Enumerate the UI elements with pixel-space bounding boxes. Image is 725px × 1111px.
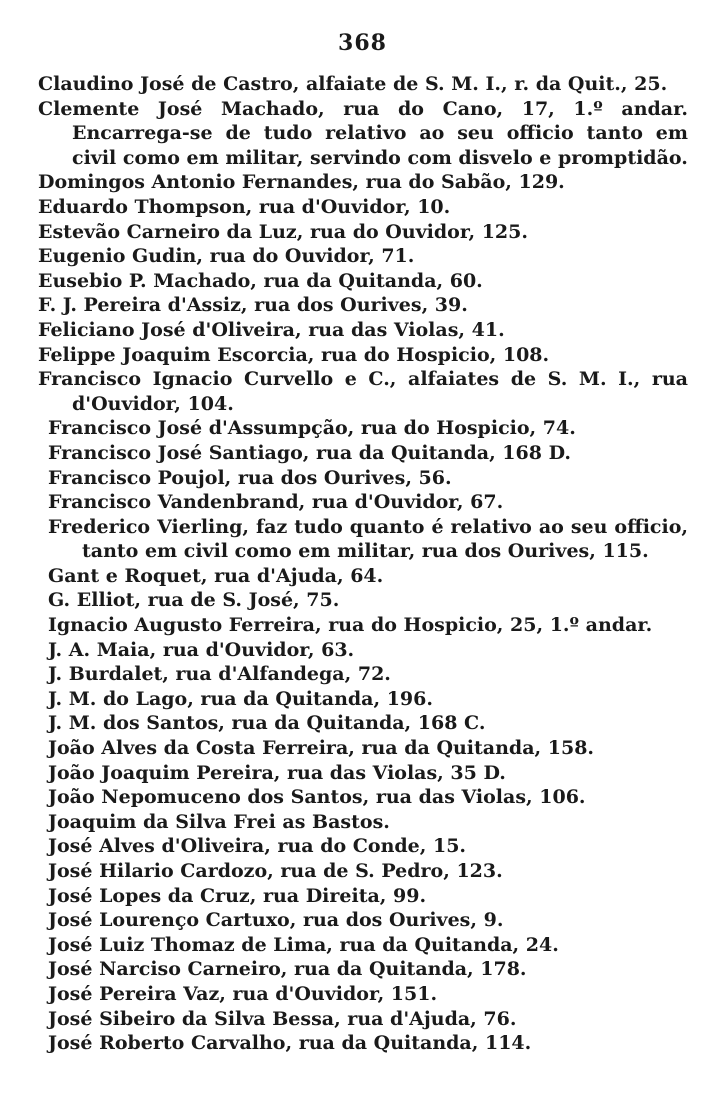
directory-entry: José Lourenço Cartuxo, rua dos Ourives, 9. xyxy=(48,909,504,932)
directory-entry: Gant e Roquet, rua d'Ajuda, 64. xyxy=(48,564,384,587)
directory-entry: F. J. Pereira d'Assiz, rua dos Ourives, 39. xyxy=(38,294,468,317)
directory-entry: Eusebio P. Machado, rua da Quitanda, 60. xyxy=(38,269,483,292)
directory-entry: José Lopes da Cruz, rua Direita, 99. xyxy=(48,884,427,907)
directory-entry: João Alves da Costa Ferreira, rua da Quitanda, 158. xyxy=(48,737,595,760)
directory-entry: Frederico Vierling, faz tudo quanto é relativo ao seu officio, tanto em civil como em militar, rua dos Ourives, 115. xyxy=(48,515,688,563)
directory-entry: Clemente José Machado, rua do Cano, 17, 1.º andar. Encarrega-se de tudo relativo ao seu officio tanto em civil como em militar, servindo com disvelo e promptidão. xyxy=(38,97,688,169)
page-number: 368 xyxy=(338,30,387,56)
directory-entry: Francisco José Santiago, rua da Quitanda, 168 D. xyxy=(48,441,571,464)
directory-entry: Joaquim da Silva Frei as Bastos. xyxy=(48,810,390,833)
directory-entry: G. Elliot, rua de S. José, 75. xyxy=(48,589,340,612)
directory-entry: Felippe Joaquim Escorcia, rua do Hospicio, 108. xyxy=(38,343,550,366)
directory-entry: José Hilario Cardozo, rua de S. Pedro, 123. xyxy=(48,860,503,882)
directory-entry: José Alves d'Oliveira, rua do Conde, 15. xyxy=(48,835,467,858)
directory-entry: Domingos Antonio Fernandes, rua do Sabão, 129. xyxy=(38,171,565,194)
directory-entry: Estevão Carneiro da Luz, rua do Ouvidor, 125. xyxy=(38,220,528,243)
directory-entry: José Narciso Carneiro, rua da Quitanda, 178. xyxy=(48,958,527,981)
directory-entry: João Nepomuceno dos Santos, rua das Violas, 106. xyxy=(48,786,586,809)
directory-entry: Francisco Ignacio Curvello e C., alfaiates de S. M. I., rua d'Ouvidor, 104. xyxy=(38,368,688,415)
directory-entry: Feliciano José d'Oliveira, rua das Violas, 41. xyxy=(38,318,505,341)
directory-entry: J. M. dos Santos, rua da Quitanda, 168 C. xyxy=(48,712,486,735)
directory-entry: José Sibeiro da Silva Bessa, rua d'Ajuda, 76. xyxy=(48,1007,517,1030)
directory-entry: Francisco Poujol, rua dos Ourives, 56. xyxy=(48,466,452,489)
directory-entry: Francisco Vandenbrand, rua d'Ouvidor, 67. xyxy=(48,491,504,514)
directory-entry: Eugenio Gudin, rua do Ouvidor, 71. xyxy=(38,245,415,268)
directory-entry: J. Burdalet, rua d'Alfandega, 72. xyxy=(48,663,391,686)
directory-entry: J. M. do Lago, rua da Quitanda, 196. xyxy=(48,687,433,710)
directory-entry: José Roberto Carvalho, rua da Quitanda, 114. xyxy=(48,1032,532,1055)
directory-entry: João Joaquim Pereira, rua das Violas, 35 D. xyxy=(48,761,506,784)
directory-entry: Claudino José de Castro, alfaiate de S. M. I., r. da Quit., 25. xyxy=(38,73,668,95)
directory-entry: Francisco José d'Assumpção, rua do Hospicio, 74. xyxy=(48,417,576,440)
directory-entry: J. A. Maia, rua d'Ouvidor, 63. xyxy=(48,638,355,661)
directory-entry: Ignacio Augusto Ferreira, rua do Hospicio, 25, 1.º andar. xyxy=(48,614,653,637)
directory-entry: José Luiz Thomaz de Lima, rua da Quitanda, 24. xyxy=(48,933,559,956)
directory-entry: José Pereira Vaz, rua d'Ouvidor, 151. xyxy=(48,982,438,1005)
directory-entry: Eduardo Thompson, rua d'Ouvidor, 10. xyxy=(38,195,451,218)
directory-list xyxy=(38,72,688,1056)
